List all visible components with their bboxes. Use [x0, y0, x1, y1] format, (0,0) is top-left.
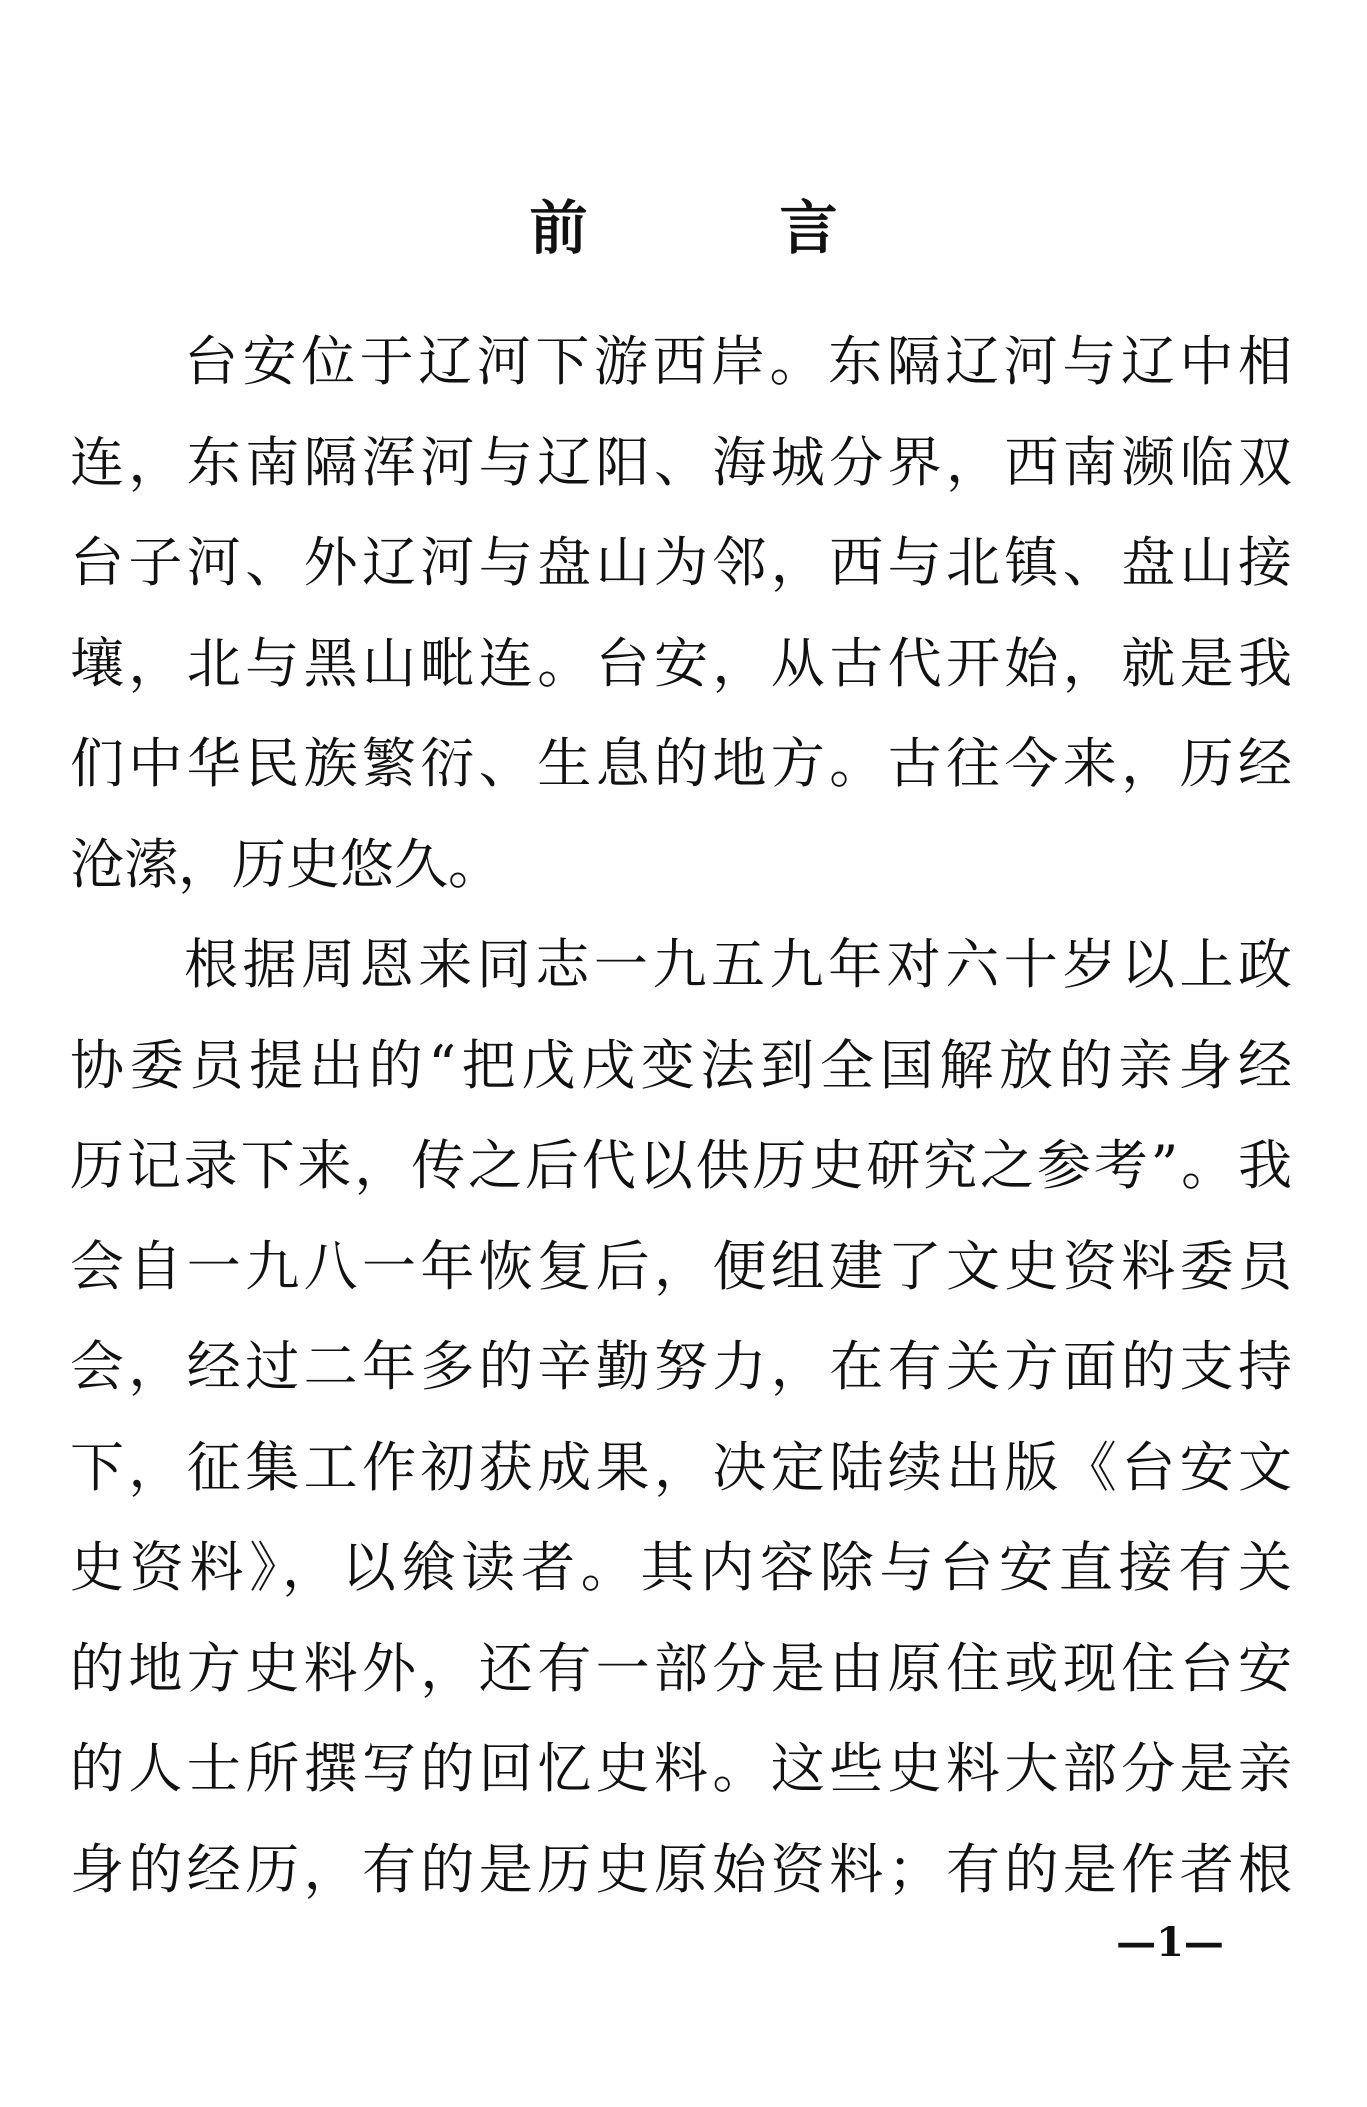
paragraph-1-line-3: 台子河、外辽河与盘山为邻，西与北镇、盘山接 [70, 531, 1292, 594]
paragraph-2-line-3: 历记录下来，传之后代以供历史研究之参考”。我 [70, 1134, 1292, 1197]
paragraph-2-line-2: 协委员提出的“把戊戌变法到全国解放的亲身经 [70, 1033, 1292, 1097]
paragraph-2-line-4: 会自一九八一年恢复后，便组建了文史资料委员 [70, 1234, 1292, 1298]
page-title [0, 192, 1367, 264]
paragraph-2-line-5: 会，经过二年多的辛勤努力，在有关方面的支持 [70, 1335, 1292, 1398]
paragraph-1-line-4: 壤，北与黑山毗连。台安，从古代开始，就是我 [70, 631, 1292, 695]
body-text [70, 312, 1292, 1920]
paragraph-2-line-1: 根据周恩来同志一九五九年对六十岁以上政 [184, 933, 1292, 996]
page-number: —1— [1116, 1919, 1224, 1966]
paragraph-1-line-1: 台安位于辽河下游西岸。东隔辽河与辽中相 [184, 330, 1292, 393]
paragraph-1-line-2: 连，东南隔浑河与辽阳、海城分界，西南濒临双 [70, 430, 1292, 494]
paragraph-2-line-7: 史资料》，以飨读者。其内容除与台安直接有关 [70, 1536, 1292, 1599]
title-char-2: 言 [779, 194, 838, 262]
paragraph-2-line-9: 的人士所撰写的回忆史料。这些史料大部分是亲 [70, 1737, 1292, 1800]
paragraph-2-line-10: 身的经历，有的是历史原始资料；有的是作者根 [70, 1837, 1292, 1901]
title-char-1: 前 [529, 194, 588, 262]
paragraph-1-line-5: 们中华民族繁衍、生息的地方。古往今来，历经 [70, 732, 1292, 795]
paragraph-2-line-8: 的地方史料外，还有一部分是由原住或现住台安 [70, 1636, 1292, 1700]
paragraph-1-line-6: 沧溹，历史悠久。 [70, 832, 502, 896]
paragraph-2-line-6: 下，征集工作初获成果，决定陆续出版《台安文 [70, 1435, 1292, 1499]
